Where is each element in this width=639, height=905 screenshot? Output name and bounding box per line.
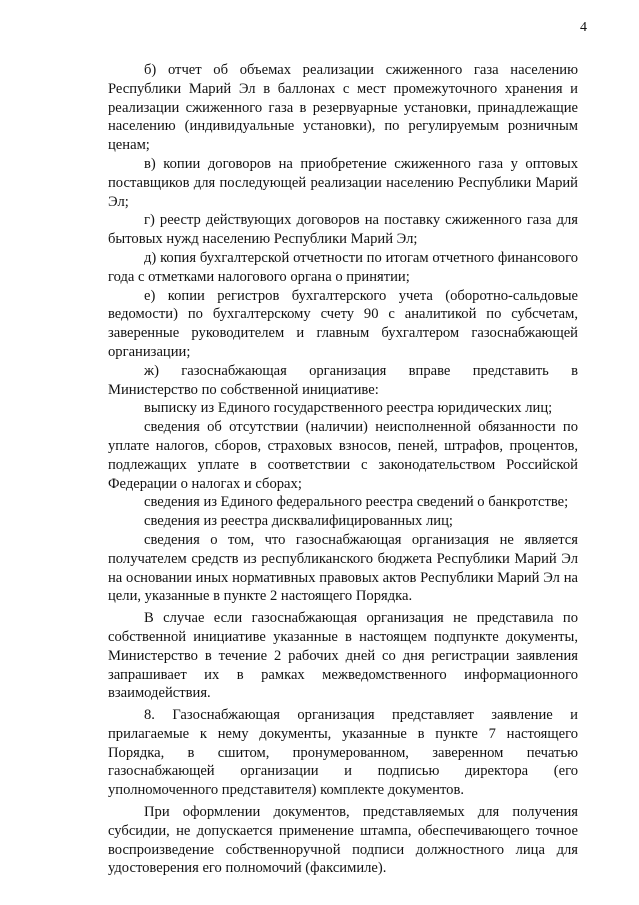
paragraph-budget-recipient-info: сведения о том, что газоснабжающая организация не является получателем средств из республиканского бюджета Республики Марий Эл на основании иных нормативных правовых актов Республики Марий Эл на цели, указанные в пункте 2 настоящего Порядка. bbox=[108, 531, 578, 605]
paragraph-item-d: д) копия бухгалтерской отчетности по итогам отчетного финансового года с отметками налогового органа о принятии; bbox=[108, 249, 578, 285]
paragraph-item-e: е) копии регистров бухгалтерского учета (оборотно-сальдовые ведомости) по бухгалтерскому счету 90 с аналитикой по субсчетам, заверенные руководителем и главным бухгалтером газоснабжающей организации; bbox=[108, 287, 578, 360]
paragraph-section-8: 8. Газоснабжающая организация представляет заявление и прилагаемые к нему документы, указанные в пункте 7 настоящего Порядка, в сшитом, пронумерованном, заверенном печатью газоснабжающей организации и подписью директора (его уполномоченного представителя) комплекте документов. bbox=[108, 707, 578, 799]
document-body bbox=[108, 61, 578, 878]
paragraph-item-b: б) отчет об объемах реализации сжиженного газа населению Республики Марий Эл в баллонах с мест промежуточного хранения и реализации сжиженного газа в резервуарные установки, принадлежащие населению (индивидуальные установки), по регулируемым розничным ценам; bbox=[108, 62, 578, 154]
page-number: 4 bbox=[580, 20, 587, 35]
paragraph-item-zh: ж) газоснабжающая организация вправе представить в Министерство по собственной инициативе: bbox=[108, 362, 578, 398]
paragraph-item-g: г) реестр действующих договоров на поставку сжиженного газа для бытовых нужд населению Республики Марий Эл; bbox=[108, 212, 578, 248]
paragraph-item-v: в) копии договоров на приобретение сжиженного газа у оптовых поставщиков для последующей реализации населению Республики Марий Эл; bbox=[108, 155, 578, 210]
paragraph-disqualified-info: сведения из реестра дисквалифицированных лиц; bbox=[144, 513, 453, 530]
paragraph-bankruptcy-info: сведения из Единого федерального реестра сведений о банкротстве; bbox=[144, 494, 569, 511]
paragraph-tax-debt-info: сведения об отсутствии (наличии) неисполненной обязанности по уплате налогов, сборов, страховых взносов, пеней, штрафов, процентов, подлежащих уплате в соответствии с законодательством Российской Федерации о налогах и сборах; bbox=[108, 419, 578, 492]
paragraph-egrul-extract: выписку из Единого государственного реестра юридических лиц; bbox=[144, 400, 553, 417]
paragraph-facsimile-rule: При оформлении документов, представляемых для получения субсидии, не допускается применение штампа, обеспечивающего точное воспроизведение собственноручной подписи должностного лица для удостоверения его полномочий (факсимиле). bbox=[108, 804, 578, 877]
paragraph-interagency-request: В случае если газоснабжающая организация не представила по собственной инициативе указанные в настоящем подпункте документы, Министерство в течение 2 рабочих дней со дня регистрации заявления запрашивает их в рамках межведомственного информационного взаимодействия. bbox=[108, 610, 578, 702]
